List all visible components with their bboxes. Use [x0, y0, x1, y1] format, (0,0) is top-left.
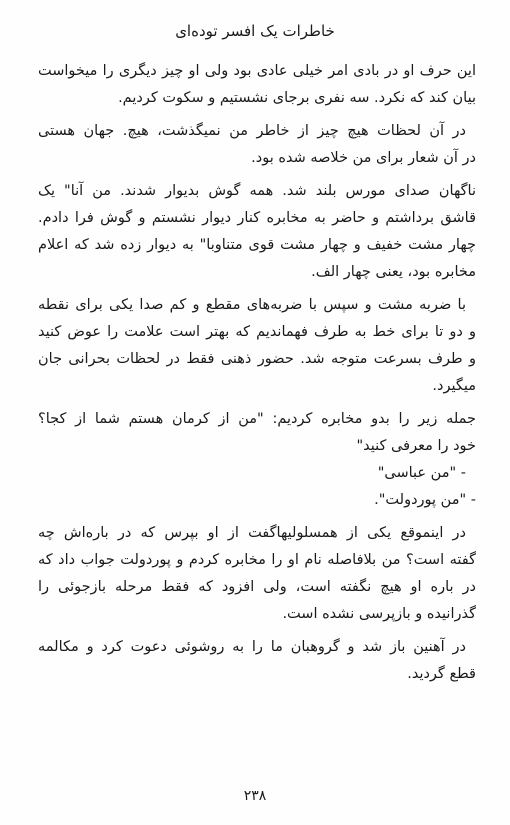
text-line: در آن لحظات هیچ چیز از خاطر من نمیگذشت، هیچ. جهان هستی — [38, 123, 466, 139]
text-line: - "من عباسی" — [377, 465, 466, 481]
text-line: میگیرد. — [432, 378, 476, 394]
text-line: ناگهان صدای مورس بلند شد. همه گوش بدیوار شدند. من آنا" یک — [38, 183, 476, 199]
text-line: در باره او هیچ نگفته است، ولی افزود که فقط مرحله بازجوئی را — [38, 579, 476, 595]
text-line: در اینموقع یکی از همسلولیهاگفت از او بپرس که در باره‌اش چه — [38, 525, 466, 541]
text-line: در آن شعار برای من خلاصه شده بود. — [251, 150, 476, 166]
text-line: بیان کند که نکرد. سه نفری برجای نشستیم و سکوت کردیم. — [118, 90, 476, 106]
running-title: خاطرات یک افسر توده‌ای — [175, 22, 335, 40]
text-line: خود را معرفی کنید" — [356, 438, 476, 454]
text-line: - "من پوردولت". — [374, 492, 476, 508]
text-line: قطع گردید. — [407, 666, 476, 682]
text-line: گذرانیده و بازپرسی نشده است. — [282, 606, 476, 622]
text-line: این حرف او در بادی امر خیلی عادی بود ولی او چیز دیگری را میخواست — [38, 63, 476, 79]
text-line: با ضربه مشت و سپس با ضربه‌های مقطع و کم صدا یکی برای نقطه — [38, 297, 466, 313]
text-line: مخابره بود، یعنی چهار الف. — [311, 264, 476, 280]
body-text — [38, 58, 476, 688]
text-line: چهار مشت خفیف و چهار مشت قوی متناوبا" به دیوار زده شد که اعلام — [38, 237, 476, 253]
text-line: و دو تا برای خط به طرف فهماندیم که بهتر است علامت را عوض کنید — [38, 324, 476, 340]
text-line: گفته است؟ من بلافاصله نام او را مخابره کردم و پوردولت جواب داد که — [38, 552, 476, 568]
text-line: جمله زیر را بدو مخابره کردیم: "من از کرمان هستم شما از کجا؟ — [38, 411, 476, 427]
text-line: قاشق برداشتم و حاضر به مخابره کنار دیوار نشستم و گوش فرا دادم. — [38, 210, 476, 226]
page-number: ۲۳۸ — [243, 788, 267, 804]
text-line: در آهنین باز شد و گروهبان ما را به روشوئی دعوت کرد و مکالمه — [38, 639, 466, 655]
text-line: و طرف بسرعت متوجه شد. حضور ذهنی فقط در لحظات بحرانی جان — [38, 351, 476, 367]
